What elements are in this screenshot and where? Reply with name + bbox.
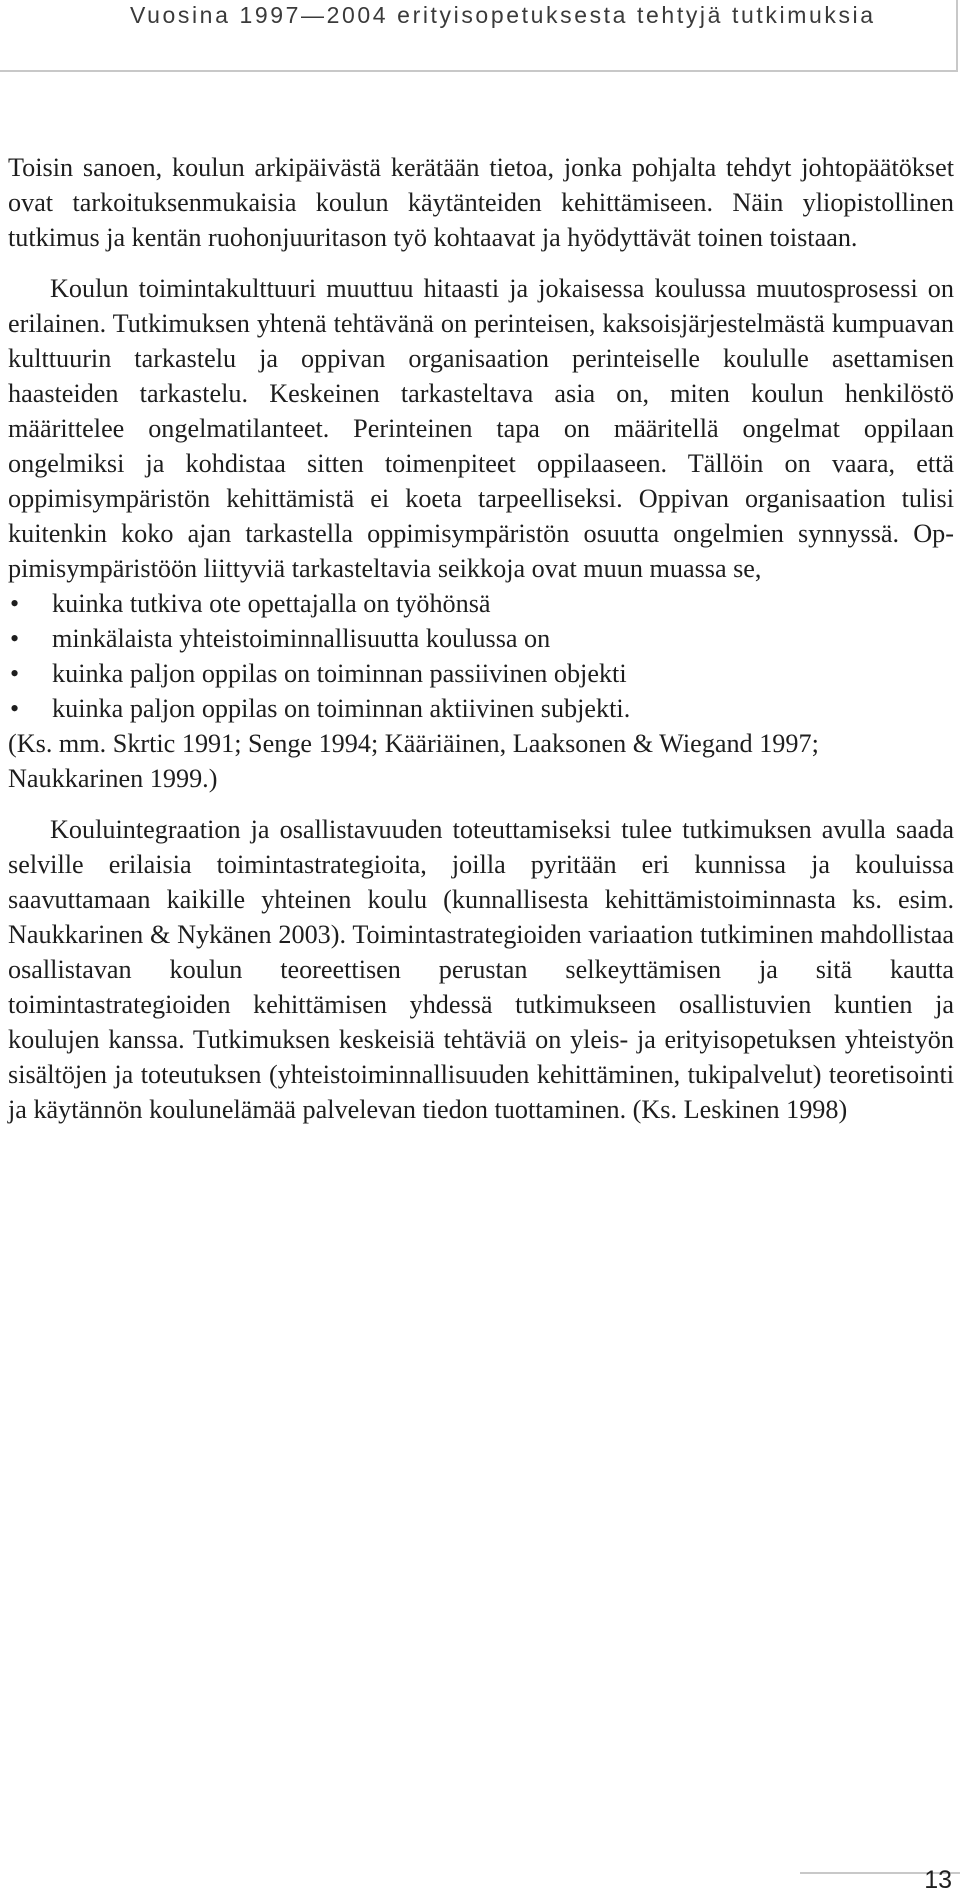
paragraph-2: Koulun toimintakulttuuri muuttuu hitaasti ja jokaisessa koulussa muutosprosessi on erilainen. Tutkimuksen yhtenä tehtävänä on perinteisen, kaksoisjärjestelmästä kumpuavan kulttuurin tarkastelu ja oppivan organisaation perinteiselle koululle asettamisen haasteiden tarkastelu. Keskeinen tarkasteltava asia on, miten koulun henkilöstö määrittelee ongelmatilanteet. Perinteinen tapa on määritellä ongelmat oppilaan ongelmiksi ja kohdistaa sitten toimenpiteet oppilaaseen. Tällöin on vaara, että oppimisympäristön kehittämistä ei koeta tarpeelliseksi. Oppivan organisaation tulisi kuitenkin koko ajan tarkastella oppimisympäristön osuutta ongelmien synnyssä. Oppimisympäristöön liittyviä tarkasteltavia seikkoja ovat muun muassa se,: [8, 274, 954, 583]
list-item-text: minkälaista yhteistoiminnallisuutta koulussa on: [52, 624, 551, 653]
list-item-text: kuinka paljon oppilas on toiminnan aktiivinen subjekti.: [52, 694, 631, 723]
list-item: [8, 691, 954, 726]
bullet-icon: •: [10, 659, 20, 688]
paragraph-1: Toisin sanoen, koulun arkipäivästä kerätään tietoa, jonka pohjalta tehdyt johtopäätökset ovat tarkoituksenmukaisia koulun käytänteiden kehittämiseen. Näin yliopistollinen tutkimus ja kentän ruohonjuuritason työ kohtaavat ja hyödyttävät toinen toistaan.: [8, 153, 954, 252]
page-number: 13: [924, 1866, 952, 1894]
list-item: [8, 656, 954, 691]
bullet-icon: •: [10, 624, 20, 653]
paragraph-3: Kouluintegraation ja osallistavuuden toteuttamiseksi tulee tutkimuksen avulla saada selville erilaisia toimintastrategioita, joilla pyritään eri kunnissa ja kouluissa saavuttamaan kaikille yhteinen koulu (kunnallisesta kehittämistoiminnasta ks. esim. Naukkarinen & Nykänen 2003). Toimintastrategioiden variaation tutkiminen mahdollistaa osallistavan koulun teoreettisen perustan selkeyttämisen ja sitä kautta toimintastrategioiden kehittämisen yhdessä tutkimukseen osallistuvien kuntien ja koulujen kanssa. Tutkimuksen keskeisiä tehtäviä on yleis- ja erityisopetuksen yhteistyön sisältöjen ja toteutuksen (yhteistoiminnallisuuden kehittäminen, tukipalvelut) teoretisointi ja käytännön koulunelämää palvelevan tiedon tuottaminen. (Ks. Leskinen 1998): [8, 815, 954, 1124]
bullet-list: [8, 586, 954, 726]
running-title: Vuosina 1997—2004 erityisopetuksesta tehtyjä tutkimuksia: [130, 2, 876, 28]
list-item: [8, 586, 954, 621]
list-item: [8, 621, 954, 656]
references: (Ks. mm. Skrtic 1991; Senge 1994; Kääriäinen, Laaksonen & Wiegand 1997; Naukkarinen 1999.): [8, 729, 819, 793]
list-item-text: kuinka tutkiva ote opettajalla on työhönsä: [52, 589, 491, 618]
main-text: [8, 150, 954, 1127]
bullet-icon: •: [10, 589, 20, 618]
running-header: [0, 0, 958, 72]
list-item-text: kuinka paljon oppilas on toiminnan passiivinen objekti: [52, 659, 627, 688]
bullet-icon: •: [10, 694, 20, 723]
